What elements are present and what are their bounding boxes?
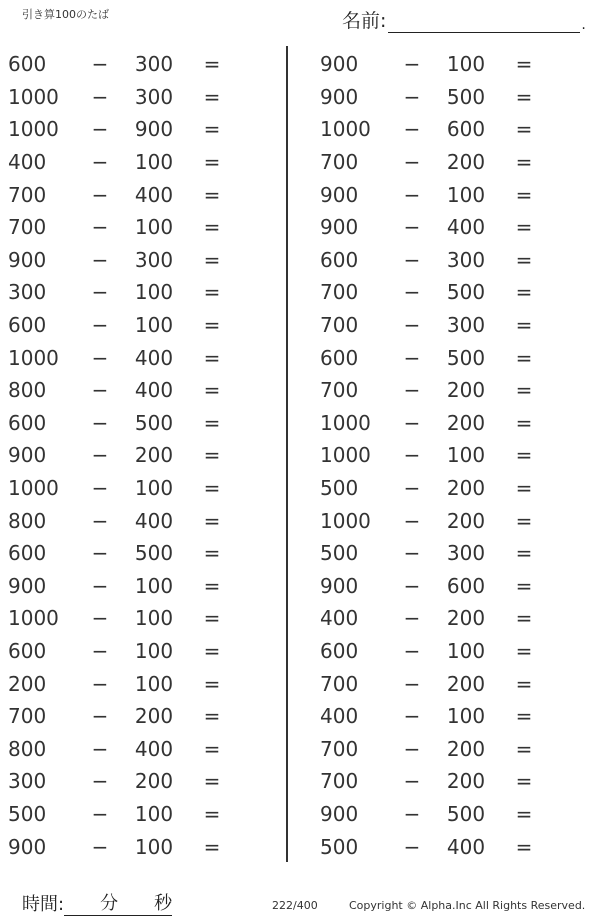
minuend: 900 xyxy=(8,247,47,272)
minuend: 700 xyxy=(320,671,359,696)
equals-sign: = xyxy=(515,182,533,207)
minus-sign: − xyxy=(91,508,109,533)
subtrahend: 500 xyxy=(134,541,174,566)
subtrahend: 100 xyxy=(446,52,486,77)
equals-sign: = xyxy=(203,476,221,501)
equals-sign: = xyxy=(203,834,221,859)
minus-sign: − xyxy=(403,704,421,729)
subtrahend: 500 xyxy=(446,84,486,109)
minus-sign: − xyxy=(91,378,109,403)
minus-sign: − xyxy=(403,52,421,77)
minus-sign: − xyxy=(91,573,109,598)
minus-sign: − xyxy=(403,182,421,207)
minuend: 600 xyxy=(8,638,47,663)
equals-sign: = xyxy=(203,606,221,631)
equals-sign: = xyxy=(203,52,221,77)
subtrahend: 100 xyxy=(134,150,174,175)
minus-sign: − xyxy=(91,834,109,859)
equals-sign: = xyxy=(203,801,221,826)
page-number: 222/400 xyxy=(272,899,318,912)
subtrahend: 100 xyxy=(134,606,174,631)
equals-sign: = xyxy=(515,345,533,370)
equals-sign: = xyxy=(203,443,221,468)
name-blank-line[interactable] xyxy=(388,12,580,33)
problem-row xyxy=(8,48,232,81)
minus-sign: − xyxy=(91,117,109,142)
problem-row xyxy=(320,146,544,179)
equals-sign: = xyxy=(515,410,533,435)
minuend: 700 xyxy=(8,215,47,240)
problem-row xyxy=(8,830,232,863)
minuend: 300 xyxy=(8,769,47,794)
equals-sign: = xyxy=(515,443,533,468)
equals-sign: = xyxy=(203,736,221,761)
subtrahend: 100 xyxy=(134,834,174,859)
equals-sign: = xyxy=(515,769,533,794)
subtrahend: 200 xyxy=(446,736,486,761)
time-blank-line[interactable] xyxy=(64,893,172,916)
name-end-mark: . xyxy=(581,17,586,33)
problem-row xyxy=(8,309,232,342)
minuend: 500 xyxy=(320,541,359,566)
problem-row xyxy=(8,244,232,277)
equals-sign: = xyxy=(203,182,221,207)
problem-row xyxy=(320,211,544,244)
minuend: 700 xyxy=(8,704,47,729)
problem-row xyxy=(320,570,544,603)
minus-sign: − xyxy=(91,150,109,175)
subtrahend: 500 xyxy=(446,280,486,305)
subtrahend: 100 xyxy=(446,182,486,207)
equals-sign: = xyxy=(515,117,533,142)
minus-sign: − xyxy=(403,834,421,859)
left-problem-column xyxy=(8,48,232,863)
subtrahend: 100 xyxy=(446,638,486,663)
equals-sign: = xyxy=(515,476,533,501)
equals-sign: = xyxy=(203,247,221,272)
subtrahend: 100 xyxy=(134,638,174,663)
subtrahend: 300 xyxy=(134,84,174,109)
equals-sign: = xyxy=(203,573,221,598)
minus-sign: − xyxy=(91,671,109,696)
minus-sign: − xyxy=(91,52,109,77)
minus-sign: − xyxy=(91,704,109,729)
subtrahend: 200 xyxy=(446,378,486,403)
subtrahend: 900 xyxy=(134,117,174,142)
minuend: 1000 xyxy=(320,508,371,533)
subtrahend: 100 xyxy=(446,443,486,468)
problem-row xyxy=(8,81,232,114)
subtrahend: 200 xyxy=(134,443,174,468)
equals-sign: = xyxy=(203,704,221,729)
subtrahend: 500 xyxy=(446,345,486,370)
subtrahend: 200 xyxy=(446,410,486,435)
problem-row xyxy=(320,341,544,374)
subtrahend: 200 xyxy=(446,150,486,175)
subtrahend: 300 xyxy=(134,247,174,272)
name-field xyxy=(342,6,586,33)
equals-sign: = xyxy=(203,378,221,403)
minus-sign: − xyxy=(403,801,421,826)
minuend: 700 xyxy=(320,313,359,338)
minus-sign: − xyxy=(403,313,421,338)
equals-sign: = xyxy=(203,280,221,305)
minutes-label: 分 xyxy=(100,893,119,914)
minuend: 1000 xyxy=(8,84,59,109)
problem-row xyxy=(320,602,544,635)
problem-row xyxy=(320,732,544,765)
equals-sign: = xyxy=(515,671,533,696)
minus-sign: − xyxy=(91,476,109,501)
seconds-label: 秒 xyxy=(154,893,173,914)
subtrahend: 100 xyxy=(134,801,174,826)
subtrahend: 200 xyxy=(446,476,486,501)
minus-sign: − xyxy=(403,280,421,305)
minuend: 500 xyxy=(320,476,359,501)
problem-row xyxy=(8,178,232,211)
minuend: 700 xyxy=(320,736,359,761)
minus-sign: − xyxy=(91,443,109,468)
problem-row xyxy=(320,798,544,831)
minus-sign: − xyxy=(403,638,421,663)
minuend: 200 xyxy=(8,671,47,696)
equals-sign: = xyxy=(203,769,221,794)
minuend: 700 xyxy=(320,378,359,403)
minuend: 900 xyxy=(320,52,359,77)
problem-row xyxy=(8,504,232,537)
minuend: 300 xyxy=(8,280,47,305)
minuend: 800 xyxy=(8,378,47,403)
minuend: 1000 xyxy=(320,410,371,435)
subtrahend: 400 xyxy=(134,378,174,403)
equals-sign: = xyxy=(203,671,221,696)
equals-sign: = xyxy=(515,150,533,175)
equals-sign: = xyxy=(515,378,533,403)
subtrahend: 400 xyxy=(446,215,486,240)
minus-sign: − xyxy=(403,769,421,794)
problem-row xyxy=(320,81,544,114)
problem-row xyxy=(8,472,232,505)
minus-sign: − xyxy=(403,410,421,435)
minuend: 800 xyxy=(8,736,47,761)
problem-row xyxy=(8,732,232,765)
minuend: 500 xyxy=(8,801,47,826)
equals-sign: = xyxy=(203,150,221,175)
subtrahend: 600 xyxy=(446,573,486,598)
equals-sign: = xyxy=(515,52,533,77)
problem-row xyxy=(8,700,232,733)
minuend: 600 xyxy=(320,247,359,272)
problem-row xyxy=(8,211,232,244)
minus-sign: − xyxy=(403,247,421,272)
equals-sign: = xyxy=(515,638,533,663)
minuend: 400 xyxy=(8,150,47,175)
subtrahend: 100 xyxy=(134,280,174,305)
minuend: 900 xyxy=(320,215,359,240)
subtrahend: 100 xyxy=(134,573,174,598)
subtrahend: 500 xyxy=(446,801,486,826)
equals-sign: = xyxy=(515,736,533,761)
subtrahend: 300 xyxy=(134,52,174,77)
problem-row xyxy=(320,635,544,668)
subtrahend: 300 xyxy=(446,541,486,566)
minuend: 700 xyxy=(320,769,359,794)
problem-row xyxy=(320,407,544,440)
minus-sign: − xyxy=(403,84,421,109)
subtrahend: 100 xyxy=(446,704,486,729)
subtrahend: 200 xyxy=(446,769,486,794)
minus-sign: − xyxy=(91,313,109,338)
equals-sign: = xyxy=(203,541,221,566)
equals-sign: = xyxy=(515,508,533,533)
subtrahend: 100 xyxy=(134,215,174,240)
subtrahend: 200 xyxy=(446,606,486,631)
problem-row xyxy=(8,276,232,309)
equals-sign: = xyxy=(203,410,221,435)
minus-sign: − xyxy=(403,215,421,240)
minuend: 400 xyxy=(320,704,359,729)
minus-sign: − xyxy=(91,801,109,826)
problem-row xyxy=(320,178,544,211)
name-label: 名前: xyxy=(342,10,387,32)
subtrahend: 100 xyxy=(134,476,174,501)
minus-sign: − xyxy=(91,280,109,305)
minuend: 1000 xyxy=(320,117,371,142)
minuend: 400 xyxy=(320,606,359,631)
minus-sign: − xyxy=(91,215,109,240)
minus-sign: − xyxy=(91,769,109,794)
worksheet-title: 引き算100のたば xyxy=(22,8,109,21)
minuend: 700 xyxy=(8,182,47,207)
minuend: 900 xyxy=(320,573,359,598)
subtrahend: 100 xyxy=(134,313,174,338)
minuend: 600 xyxy=(8,541,47,566)
minuend: 1000 xyxy=(8,345,59,370)
minus-sign: − xyxy=(403,345,421,370)
problem-row xyxy=(8,113,232,146)
minuend: 700 xyxy=(320,150,359,175)
problem-row xyxy=(8,439,232,472)
right-problem-column xyxy=(320,48,544,863)
minuend: 600 xyxy=(8,410,47,435)
problem-row xyxy=(8,407,232,440)
subtrahend: 400 xyxy=(446,834,486,859)
minuend: 800 xyxy=(8,508,47,533)
minuend: 1000 xyxy=(8,606,59,631)
minus-sign: − xyxy=(91,410,109,435)
equals-sign: = xyxy=(515,280,533,305)
problem-row xyxy=(8,374,232,407)
minus-sign: − xyxy=(403,150,421,175)
subtrahend: 400 xyxy=(134,508,174,533)
subtrahend: 300 xyxy=(446,247,486,272)
subtrahend: 400 xyxy=(134,736,174,761)
problem-row xyxy=(320,667,544,700)
problem-row xyxy=(8,537,232,570)
problem-row xyxy=(320,472,544,505)
subtrahend: 500 xyxy=(134,410,174,435)
subtrahend: 300 xyxy=(446,313,486,338)
equals-sign: = xyxy=(203,215,221,240)
minuend: 600 xyxy=(8,313,47,338)
problem-row xyxy=(8,146,232,179)
minus-sign: − xyxy=(91,541,109,566)
minus-sign: − xyxy=(91,638,109,663)
minus-sign: − xyxy=(91,247,109,272)
equals-sign: = xyxy=(515,704,533,729)
time-field xyxy=(22,890,172,916)
minuend: 900 xyxy=(8,573,47,598)
problem-row xyxy=(320,504,544,537)
minuend: 900 xyxy=(8,834,47,859)
equals-sign: = xyxy=(203,84,221,109)
equals-sign: = xyxy=(203,117,221,142)
problem-row xyxy=(320,244,544,277)
subtrahend: 200 xyxy=(134,769,174,794)
equals-sign: = xyxy=(515,573,533,598)
subtrahend: 400 xyxy=(134,182,174,207)
problem-row xyxy=(8,765,232,798)
minuend: 900 xyxy=(320,84,359,109)
minuend: 900 xyxy=(320,801,359,826)
equals-sign: = xyxy=(515,247,533,272)
minus-sign: − xyxy=(403,443,421,468)
minus-sign: − xyxy=(403,476,421,501)
equals-sign: = xyxy=(203,508,221,533)
minus-sign: − xyxy=(91,345,109,370)
subtrahend: 200 xyxy=(446,508,486,533)
problem-row xyxy=(8,798,232,831)
equals-sign: = xyxy=(203,313,221,338)
minuend: 900 xyxy=(320,182,359,207)
minuend: 1000 xyxy=(320,443,371,468)
problem-row xyxy=(320,700,544,733)
minuend: 500 xyxy=(320,834,359,859)
minus-sign: − xyxy=(403,606,421,631)
problem-row xyxy=(320,374,544,407)
minuend: 600 xyxy=(8,52,47,77)
problem-row xyxy=(320,830,544,863)
subtrahend: 100 xyxy=(134,671,174,696)
time-label: 時間: xyxy=(22,894,65,915)
problem-row xyxy=(8,602,232,635)
minus-sign: − xyxy=(91,84,109,109)
subtrahend: 600 xyxy=(446,117,486,142)
minus-sign: − xyxy=(403,541,421,566)
equals-sign: = xyxy=(515,801,533,826)
minuend: 600 xyxy=(320,638,359,663)
problem-row xyxy=(8,635,232,668)
problem-row xyxy=(8,570,232,603)
equals-sign: = xyxy=(515,84,533,109)
problem-row xyxy=(320,48,544,81)
problem-row xyxy=(320,765,544,798)
column-divider xyxy=(286,46,288,862)
minuend: 1000 xyxy=(8,117,59,142)
minus-sign: − xyxy=(403,378,421,403)
minuend: 600 xyxy=(320,345,359,370)
minus-sign: − xyxy=(403,671,421,696)
minus-sign: − xyxy=(91,182,109,207)
problem-row xyxy=(320,537,544,570)
equals-sign: = xyxy=(515,215,533,240)
minuend: 1000 xyxy=(8,476,59,501)
problem-row xyxy=(320,309,544,342)
equals-sign: = xyxy=(203,345,221,370)
minus-sign: − xyxy=(403,736,421,761)
minus-sign: − xyxy=(403,573,421,598)
equals-sign: = xyxy=(203,638,221,663)
equals-sign: = xyxy=(515,606,533,631)
problem-row xyxy=(8,667,232,700)
minus-sign: − xyxy=(91,606,109,631)
problem-row xyxy=(320,276,544,309)
subtrahend: 200 xyxy=(134,704,174,729)
subtrahend: 200 xyxy=(446,671,486,696)
problem-row xyxy=(320,439,544,472)
minus-sign: − xyxy=(403,117,421,142)
problem-row xyxy=(320,113,544,146)
minus-sign: − xyxy=(403,508,421,533)
minuend: 900 xyxy=(8,443,47,468)
problem-row xyxy=(8,341,232,374)
subtrahend: 400 xyxy=(134,345,174,370)
copyright-notice: Copyright © Alpha.Inc All Rights Reserved. xyxy=(349,899,586,912)
minus-sign: − xyxy=(91,736,109,761)
equals-sign: = xyxy=(515,834,533,859)
equals-sign: = xyxy=(515,313,533,338)
equals-sign: = xyxy=(515,541,533,566)
minuend: 700 xyxy=(320,280,359,305)
